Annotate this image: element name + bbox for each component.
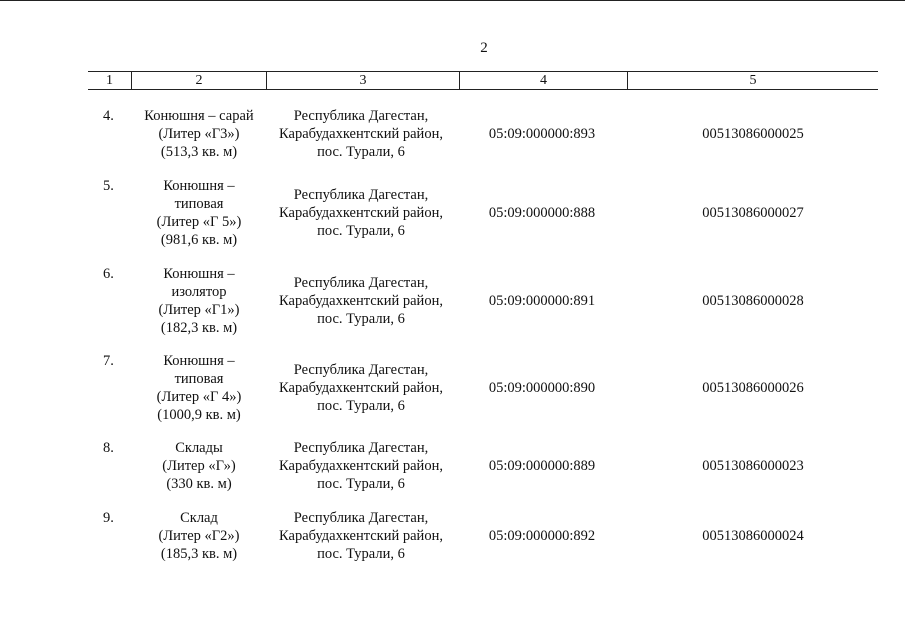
header-col-5: 5 (749, 73, 757, 88)
row-number: 5. (103, 178, 114, 194)
object-name (133, 177, 265, 249)
object-address (268, 186, 454, 240)
cadastral-number: 05:09:000000:893 (488, 126, 596, 142)
object-name-line: (Литер «Г3») (158, 126, 240, 142)
object-name-line: Конюшня – сарай (144, 108, 254, 124)
address-line: Карабудахкентский район, (279, 126, 443, 142)
address-line: пос. Турали, 6 (317, 398, 405, 414)
table-header-row (88, 71, 878, 90)
cadastral-number: 05:09:000000:888 (488, 205, 596, 221)
inventory-number: 00513086000025 (702, 126, 804, 142)
address-line: пос. Турали, 6 (317, 144, 405, 160)
object-name-line: Конюшня – (163, 353, 235, 369)
header-col-4: 4 (540, 73, 547, 88)
header-col-3: 3 (359, 73, 367, 88)
address-line: Республика Дагестан, (293, 362, 429, 378)
address-line: пос. Турали, 6 (317, 476, 405, 492)
inventory-number: 00513086000026 (702, 380, 804, 396)
object-name-line: типовая (174, 196, 224, 212)
cadastral-number: 05:09:000000:889 (488, 458, 596, 474)
address-line: Карабудахкентский район, (279, 458, 443, 474)
object-name-line: (513,3 кв. м) (160, 144, 238, 160)
cadastral-number: 05:09:000000:890 (488, 380, 596, 396)
object-name-line: (182,3 кв. м) (160, 320, 238, 336)
object-name-line: (Литер «Г 4») (156, 389, 242, 405)
inventory-number: 00513086000028 (702, 293, 804, 309)
object-name (133, 107, 265, 161)
header-col-2: 2 (195, 73, 203, 88)
object-name (133, 352, 265, 424)
address-line: Республика Дагестан, (293, 108, 429, 124)
cadastral-number: 05:09:000000:891 (488, 293, 596, 309)
address-line: Республика Дагестан, (293, 275, 429, 291)
address-line: пос. Турали, 6 (317, 223, 405, 239)
address-line: Карабудахкентский район, (279, 293, 443, 309)
inventory-number: 00513086000027 (702, 205, 804, 221)
row-number: 9. (103, 510, 114, 526)
object-address (268, 107, 454, 161)
address-line: пос. Турали, 6 (317, 546, 405, 562)
row-number: 6. (103, 266, 114, 282)
header-col-1: 1 (106, 73, 113, 88)
inventory-number: 00513086000023 (702, 458, 804, 474)
object-name-line: Конюшня – (163, 266, 235, 282)
object-name (133, 439, 265, 493)
object-name-line: (981,6 кв. м) (160, 232, 238, 248)
object-name-line: (Литер «Г 5») (156, 214, 242, 230)
object-name-line: (Литер «Г») (162, 458, 236, 474)
cadastral-number: 05:09:000000:892 (488, 528, 596, 544)
address-line: Республика Дагестан, (293, 187, 429, 203)
object-name-line: (185,3 кв. м) (160, 546, 238, 562)
row-number: 7. (103, 353, 114, 369)
row-number: 4. (103, 108, 114, 124)
object-name-line: изолятор (171, 284, 227, 300)
object-name-line: (Литер «Г2») (158, 528, 240, 544)
object-address (268, 274, 454, 328)
object-name (133, 265, 265, 337)
address-line: Республика Дагестан, (293, 510, 429, 526)
page-number: 2 (480, 40, 488, 56)
address-line: Карабудахкентский район, (279, 205, 443, 221)
object-address (268, 361, 454, 415)
top-edge-line (0, 0, 905, 1)
object-name (133, 509, 265, 563)
object-address (268, 509, 454, 563)
object-name-line: Склады (175, 440, 223, 456)
object-name-line: Конюшня – (163, 178, 235, 194)
object-name-line: (Литер «Г1») (158, 302, 240, 318)
object-name-line: (1000,9 кв. м) (157, 407, 241, 423)
object-name-line: (330 кв. м) (166, 476, 232, 492)
address-line: Карабудахкентский район, (279, 380, 443, 396)
row-number: 8. (103, 440, 114, 456)
object-address (268, 439, 454, 493)
address-line: пос. Турали, 6 (317, 311, 405, 327)
inventory-number: 00513086000024 (702, 528, 804, 544)
address-line: Карабудахкентский район, (279, 528, 443, 544)
object-name-line: Склад (180, 510, 218, 526)
address-line: Республика Дагестан, (293, 440, 429, 456)
object-name-line: типовая (174, 371, 224, 387)
